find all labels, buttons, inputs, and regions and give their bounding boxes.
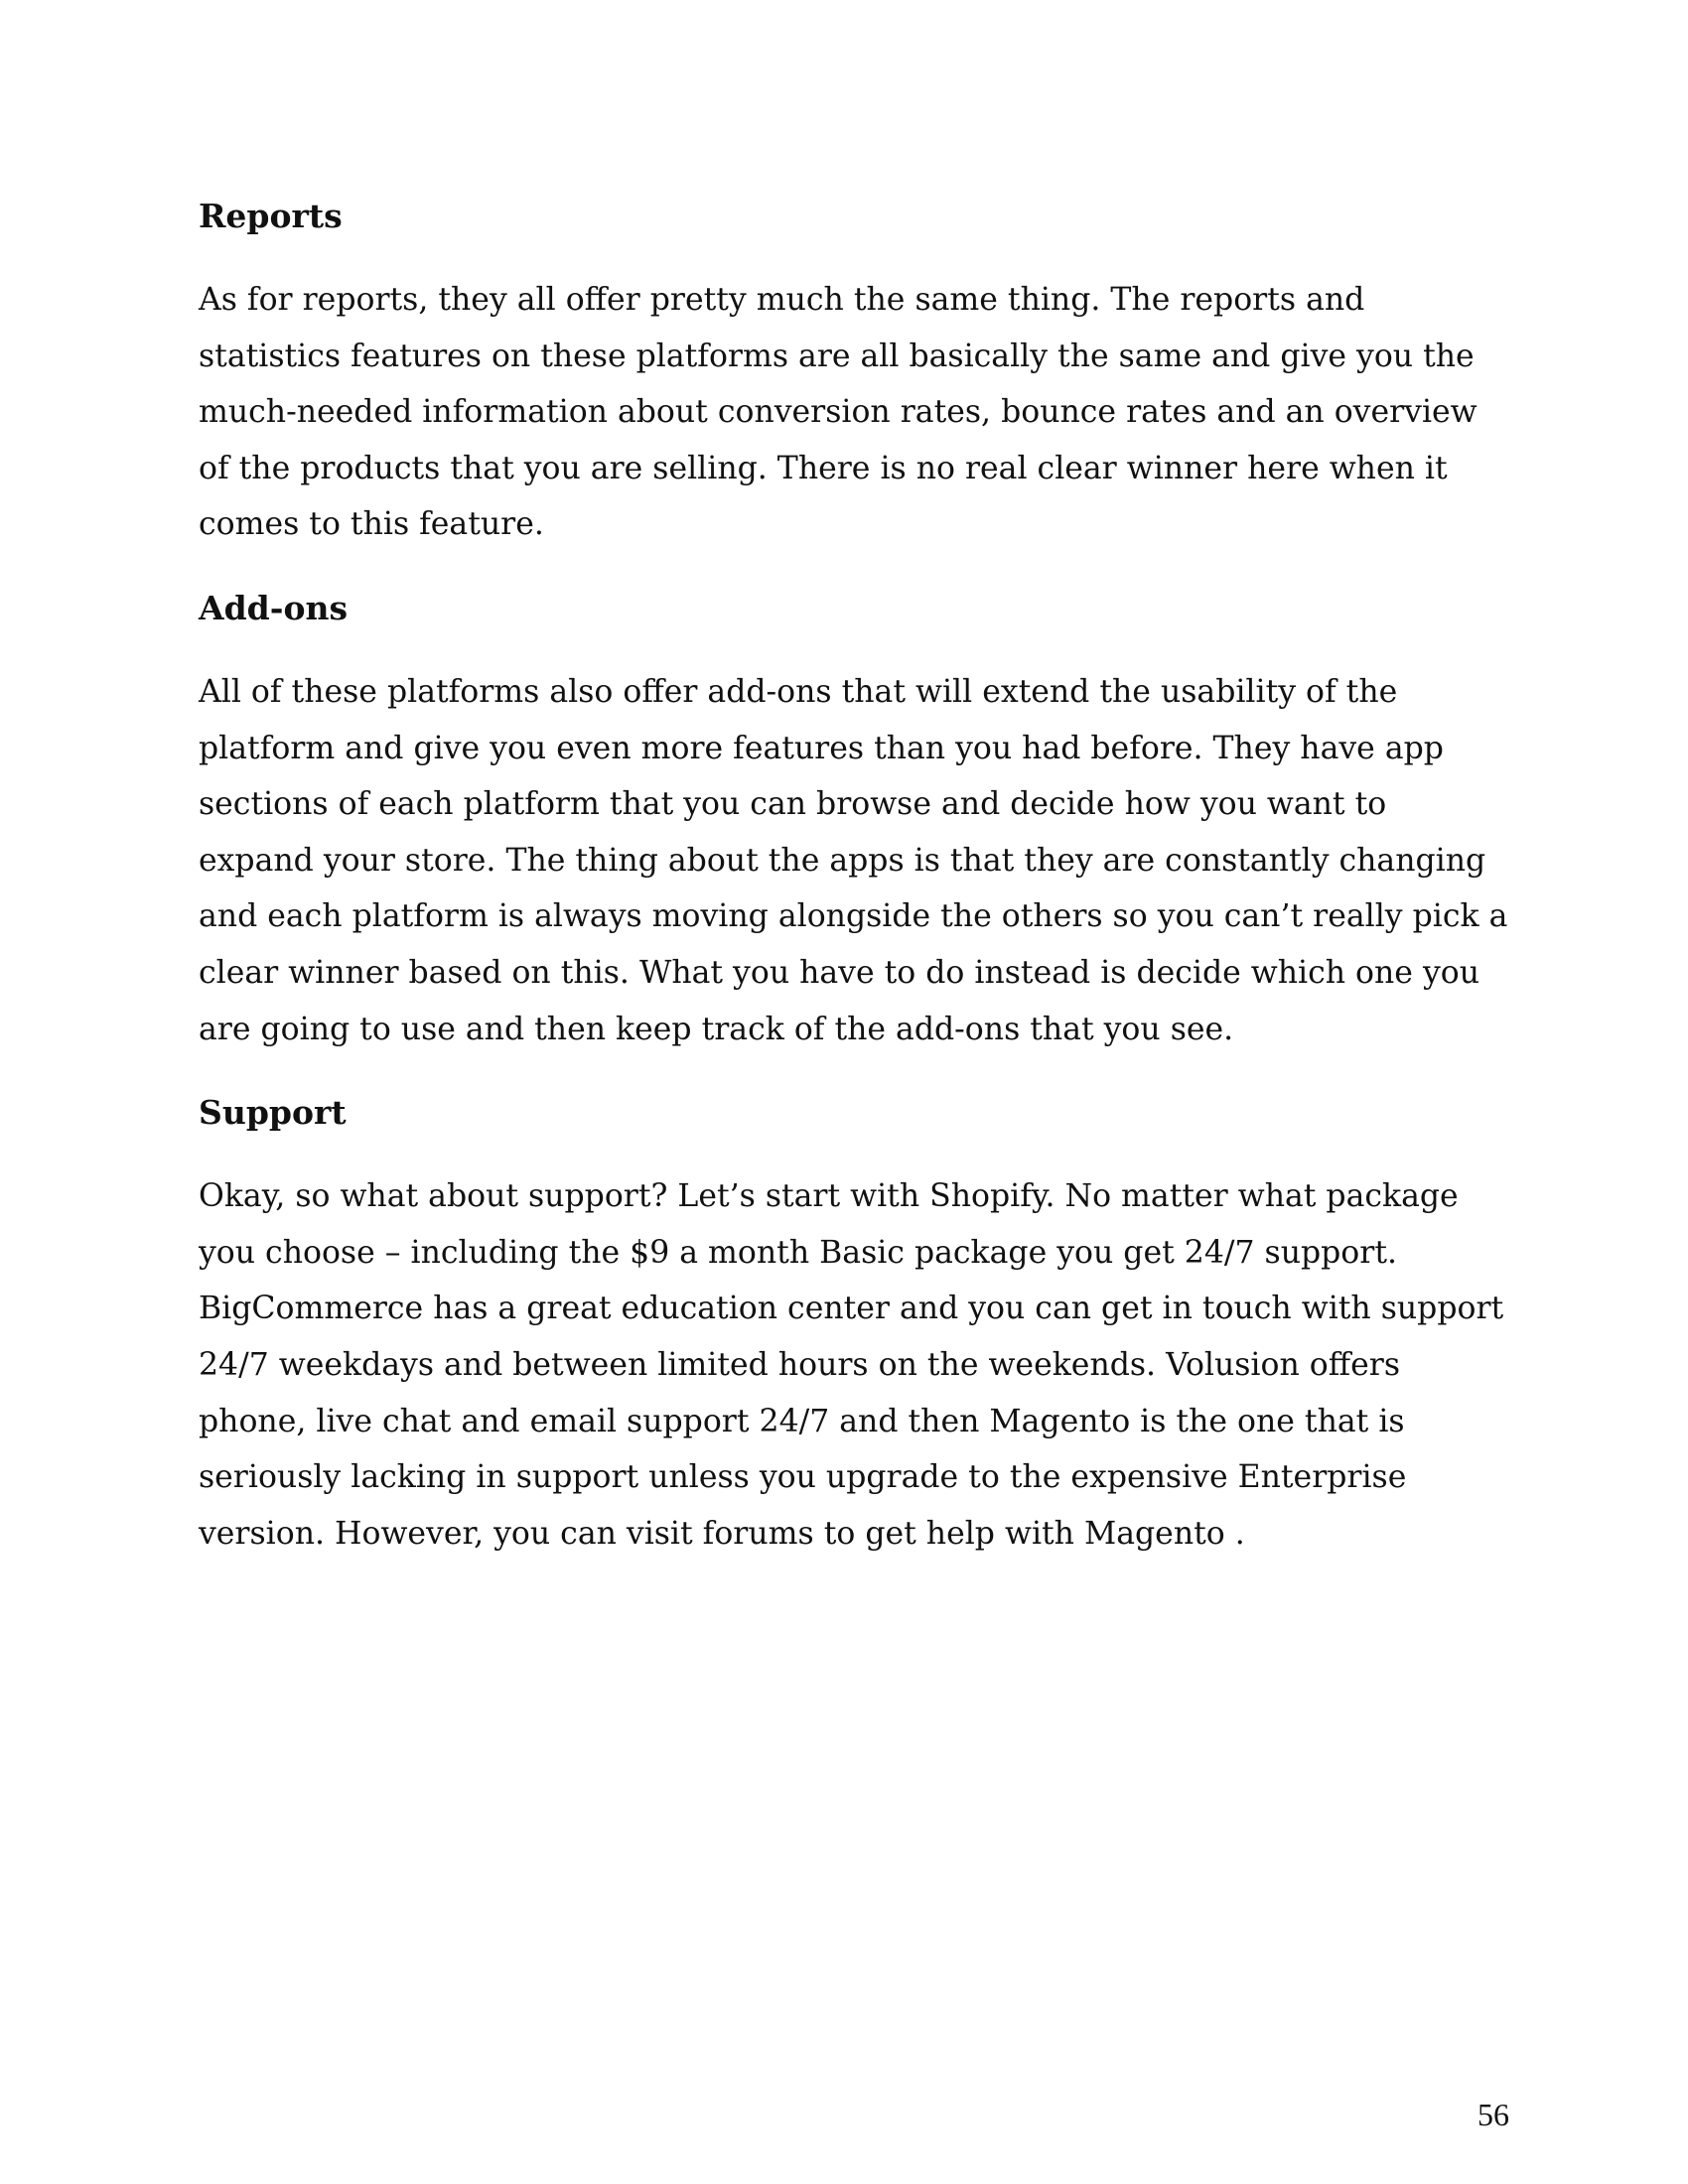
section-paragraph-support: Okay, so what about support? Let’s start with Shopify. No matter what package you choose – including the $9 a month Basic package you get 24/7 support. BigCommerce has a great education center and you can get in touch with support 24/7 weekdays and between limited hours on the weekends. Volusion offers phone, live chat and email support 24/7 and then Magento is the one that is seriously lacking in support unless you upgrade to the expensive Enterprise version. However, you can visit forums to get help with Magento . [199, 1178, 1504, 1552]
page-number: 56 [1477, 2097, 1509, 2132]
section-add-ons [199, 581, 1509, 1057]
section-heading-add-ons: Add-ons [199, 588, 349, 627]
section-support [199, 1085, 1509, 1562]
section-paragraph-add-ons: All of these platforms also offer add-ons that will extend the usability of the platform and give you even more features than you had before. They have app sections of each platform that you can browse and decide how you want to expand your store. The thing about the apps is that they are constantly changing and each platform is always moving alongside the others so you can’t really pick a clear winner based on this. What you have to do instead is decide which one you are going to use and then keep track of the add-ons that you see. [199, 673, 1508, 1047]
section-reports [199, 189, 1509, 553]
page-content [199, 189, 1509, 1589]
section-heading-reports: Reports [199, 197, 343, 235]
section-paragraph-reports: As for reports, they all offer pretty much the same thing. The reports and statistics features on these platforms are all basically the same and give you the much-needed information about conversion rates, bounce rates and an overview of the products that you are selling. There is no real clear winner here when it comes to this feature. [199, 282, 1477, 543]
section-heading-support: Support [199, 1093, 347, 1133]
